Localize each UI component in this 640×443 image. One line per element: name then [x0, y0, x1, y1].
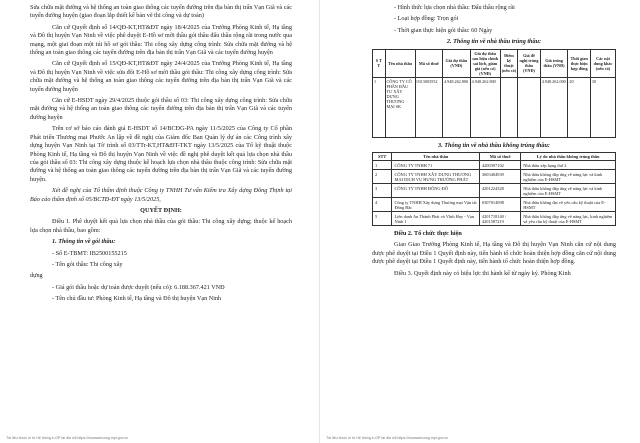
table-cell: 4.948.262.800 [443, 77, 471, 137]
table-cell: CÔNG TY TNHH 71 [392, 161, 479, 170]
table-header-row [373, 153, 616, 161]
table-cell: Công ty TNHH Xây dựng Thương mại Vận tải Đông Bắc [392, 198, 479, 212]
item-etbmt: - Số E-TBMT: IB2500155215 [52, 249, 127, 257]
item-contract-type: - Loại hợp đồng: Trọn gói [394, 15, 459, 23]
table-cell: CÔNG TY CỔ PHẦN ĐẦU TƯ XÂY DỰNG THƯƠNG MẠI SK [385, 77, 415, 137]
item-investor: - Tên chủ đầu tư: Phòng Kinh tế, Hạ tầng và Đô thị huyện Vạn Ninh [52, 295, 222, 303]
paragraph-2: Căn cứ Quyết định số 14/QĐ-KT,HT&ĐT ngày 18/4/2025 của Trưởng Phòng Kinh tế, Hạ tầng và Đô thị huyện Vạn Ninh về việc phê duyệt E-Hồ sơ mời thầu gói thầu đấu thầu rộng rãi trong nước qua mạng, một giai đoạn một túi hồ sơ gói thầu: Thi công xây dựng công trình: Sửa chữa mặt đường và hệ thống an toàn giao thông các tuyến đường trên địa bàn thị trấn Vạn Giã và các tuyến đường huyện [30, 23, 292, 57]
table-cell: 4 [373, 198, 392, 212]
item-package-name: - Tên gói thầu: Thi công xây [52, 260, 123, 268]
table-cell [500, 77, 518, 137]
paragraph-5: Trên cơ sở báo cáo đánh giá E-HSDT số 14/BCĐG-PA ngày 11/5/2025 của Công ty Cổ phần Phát triển Thương mại Phước An lập về đề nghị của Giám đốc Ban Quản lý dự án các Công trình xây dựng huyện Vạn Ninh tại Tờ trình số 03/TTr-KT,HT&ĐT-TKT ngày 13/5/2025 của Tổ kỹ thuật thuộc Phòng Kinh tế, Hạ tầng và Đô thị huyện Vạn Ninh về việc đề nghị phê duyệt kết quả lựa chọn nhà thầu của gói thầu số 03: Thi công xây dựng thuộc kế hoạch lựa chọn nhà thầu thuộc công trình: Sửa chữa mặt đường và hệ thống an toàn giao thông các tuyến đường trên địa bàn thị trấn Vạn Giã và các tuyến đường huyện. [30, 125, 292, 183]
right-footer: Tài liệu được in từ Hệ thống e-GP tại địa chỉ https://muasamcong.mpi.gov.vn [326, 436, 448, 440]
note-paragraph: Xét đề nghị của Tổ thẩm định thuộc Công ty TNHH Tư vấn Kiểm tra Xây dựng Đông Thịnh tại Báo cáo thẩm định số 05/BCTĐ-ĐT ngày 13/5/2025, [30, 187, 292, 203]
table-cell: Nhà thầu không đáp ứng về năng lực và kinh nghiệm của E-HSMT [521, 170, 616, 184]
table-cell: Nhà thầu không đáp ứng về năng lực, kinh nghiệm và yêu cầu kỹ thuật của E-HSMT [521, 212, 616, 226]
decision-heading: QUYẾT ĐỊNH: [140, 206, 182, 214]
item-package-name-cont: dựng [30, 272, 43, 280]
losing-contractors-table [372, 152, 616, 226]
table-cell: 5 [373, 212, 392, 226]
table-row [373, 161, 616, 170]
table-header: Giá đề nghị trúng thầu (VNĐ) [518, 49, 541, 77]
table-cell: 1 [373, 77, 386, 137]
table-header: Mã số thuế [415, 49, 443, 77]
table-cell: 4.948.262.800 [470, 77, 500, 137]
table-row [373, 212, 616, 226]
table-cell: 2 [373, 170, 392, 184]
table-cell: Nhà thầu không đáp ứng về năng lực và kinh nghiệm của E-HSMT [521, 184, 616, 198]
table-header: Lý do nhà thầu không trúng thầu [521, 153, 616, 161]
table-cell [518, 77, 541, 137]
table-cell: Nhà thầu không đạt về yêu cầu kỹ thuật của E-HSMT [521, 198, 616, 212]
table-cell: 3603404939 [479, 170, 520, 184]
table-header-row [373, 49, 616, 77]
article-1: Điều 1. Phê duyệt kết quả lựa chọn nhà thầu của gói thầu: Thi công xây dựng; thuộc kế hoạch lựa chọn nhà thầu, bao gồm: [30, 218, 292, 234]
table-header: S T T [373, 49, 386, 77]
right-page-text [372, 4, 616, 281]
table-header: Tên nhà thầu [385, 49, 415, 77]
item-selection-method: - Hình thức lựa chọn nhà thầu: Đấu thầu rộng rãi [394, 4, 515, 11]
table-header: STT [373, 153, 392, 161]
article-2-text: Giao Giao Trưởng Phòng Kinh tế, Hạ tầng và Đô thị huyện Vạn Ninh căn cứ nội dung được phê duyệt tại Điều 1 Quyết định này, tiến hành tổ chức hoàn thiện hợp đồng căn cứ nội dung được phê duyệt tại Điều 1 Quyết định này, tiến hành tổ chức hoàn thiện hợp đồng. [372, 241, 616, 266]
paragraph-4: Căn cứ E-HSDT ngày 29/4/2025 thuộc gói thầu số 03: Thi công xây dựng công trình: Sửa chữa mặt đường và hệ thống an toàn giao thông các tuyến đường trên địa bàn thị trấn Vạn Giã và các tuyến đường huyện [30, 97, 292, 121]
left-footer: Tài liệu được in từ Hệ thống e-GP tại địa chỉ https://muasamcong.mpi.gov.vn [6, 436, 128, 440]
table-row [373, 77, 616, 137]
table-cell: Liên danh An Thành Phát và Vĩnh Huy - Vạn Ninh 1 [392, 212, 479, 226]
item-package-price: - Giá gói thầu hoặc dự toán được duyệt (nếu có): 6.188.367.421 VNĐ [52, 283, 225, 291]
table-cell: 30 [590, 77, 615, 137]
table-cell: CÔNG TY TNHH XÂY DỰNG THƯƠNG MẠI DỊCH VỤ HƯNG TRƯỜNG PHÁT [392, 170, 479, 184]
table-cell: 4.948.262.000 [540, 77, 568, 137]
table-header: Mã số thuế [479, 153, 520, 161]
table-cell: CÔNG TY TNHH ĐÔNG ĐÔ [392, 184, 479, 198]
table-header: Điểm kỹ thuật (nếu có) [500, 49, 518, 77]
table-header: Các nội dung khác (nếu có) [590, 49, 615, 77]
table-row [373, 170, 616, 184]
table-header: Thời gian thực hiện hợp đồng [568, 49, 591, 77]
table-row [373, 184, 616, 198]
table-cell: 4201718140 / 4201587219 [479, 212, 520, 226]
table-header: Giá dự thầu (VNĐ) [443, 49, 471, 77]
table-cell: 1 [373, 161, 392, 170]
section-2-heading: 2. Thông tin về nhà thầu trúng thầu: [446, 38, 542, 46]
article-2: Điều 2. Tổ chức thực hiện [394, 230, 462, 238]
winning-contractor-table [372, 49, 616, 138]
paragraph-1: Sửa chữa mặt đường và hệ thống an toàn giao thông các tuyến đường trên địa bàn thị trấn Vạn Giã và các tuyến đường huyện (giao đoạn lắp thiết kế bản vẽ thi công và dự toán) [30, 4, 292, 20]
section-3-heading: 3. Thông tin về nhà thầu không trúng thầu: [438, 141, 550, 149]
table-header: Tên nhà thầu [392, 153, 479, 161]
table-header: Giá trúng thầu (VNĐ) [540, 49, 568, 77]
table-row [373, 198, 616, 212]
item-duration: - Thời gian thực hiện gói thầu: 60 Ngày [394, 26, 493, 34]
table-cell: 0313003552 [415, 77, 443, 137]
section-1-heading: 1. Thông tin về gói thầu: [52, 238, 116, 246]
table-cell: 20 [568, 77, 591, 137]
right-page [320, 0, 640, 443]
table-cell: Nhà thầu xếp hạng thứ 2 [521, 161, 616, 170]
table-header: Giá dự thầu sau hiệu chỉnh sai lệch, giảm giá (nếu có) (VNĐ) [470, 49, 500, 77]
article-3: Điều 3. Quyết định này có hiệu lực thi hành kể từ ngày ký. Phòng Kinh [394, 269, 571, 277]
paragraph-3: Căn cứ Quyết định số 15/QĐ-KT,HT&ĐT ngày 24/4/2025 của Trưởng Phòng Kinh tế, Hạ tầng và Đô thị huyện Vạn Ninh về việc sửa đổi E-Hồ sơ mời thầu gói thầu: Thi công xây dựng công trình: Sửa chữa mặt đường và hệ thống an toàn giao thông các tuyến đường trên địa bàn thị trấn Vạn Giã và các tuyến đường huyện [30, 60, 292, 93]
table-cell: 3 [373, 184, 392, 198]
table-cell: 4200397102 [479, 161, 520, 170]
table-cell: 4201224328 [479, 184, 520, 198]
left-page-text [30, 4, 292, 307]
table-cell: 0307014098 [479, 198, 520, 212]
